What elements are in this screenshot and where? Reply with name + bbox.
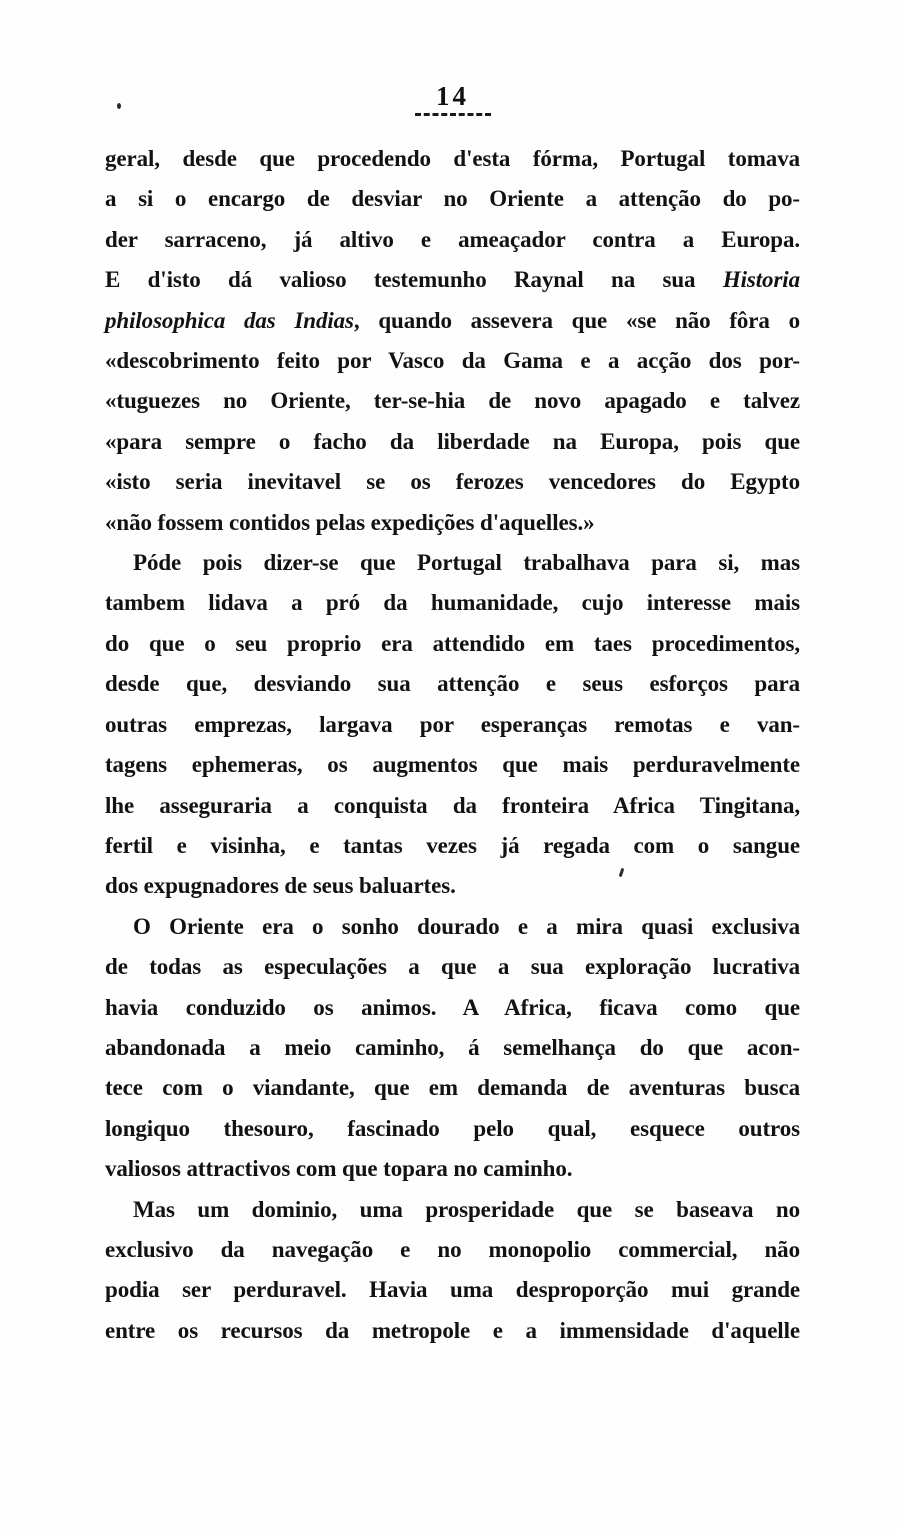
text-line <box>105 988 800 1028</box>
text-segment: longiquo thesouro, fascinado pelo qual, esquece outros <box>105 1115 800 1141</box>
text-line <box>105 1190 800 1230</box>
text-line <box>105 179 800 219</box>
text-segment: der sarraceno, já altivo e ameaçador contra a Europa. <box>105 226 800 252</box>
text-line <box>105 1149 800 1189</box>
text-segment: lhe asseguraria a conquista da fronteira Africa Tingitana, <box>105 792 800 818</box>
text-block <box>105 139 800 1351</box>
text-segment: exclusivo da navegação e no monopolio commercial, não <box>105 1236 800 1262</box>
text-segment: «não fossem contidos pelas expedições d'aquelles.» <box>105 509 595 535</box>
text-line <box>105 664 800 704</box>
text-line <box>105 462 800 502</box>
text-segment: podia ser perduravel. Havia uma desproporção mui grande <box>105 1277 800 1303</box>
text-segment: de todas as especulações a que a sua exploração lucrativa <box>105 954 800 980</box>
text-segment: outras emprezas, largava por esperanças remotas e van- <box>105 711 800 737</box>
page-header <box>105 82 800 116</box>
text-line <box>105 1068 800 1108</box>
text-line <box>105 705 800 745</box>
text-segment: havia conduzido os animos. A Africa, ficava como que <box>105 994 800 1020</box>
text-segment: tagens ephemeras, os augmentos que mais perduravelmente <box>105 752 800 778</box>
text-segment: «descobrimento feito por Vasco da Gama e a acção dos por- <box>105 348 800 374</box>
text-line <box>105 583 800 623</box>
text-segment-italic: Historia <box>722 267 800 293</box>
text-segment: abandonada a meio caminho, á semelhança do que acon- <box>105 1034 800 1060</box>
text-line <box>105 1311 800 1351</box>
text-line <box>105 907 800 947</box>
text-line <box>105 1109 800 1149</box>
text-line <box>105 947 800 987</box>
text-segment: tambem lidava a pró da humanidade, cujo interesse mais <box>105 590 800 616</box>
text-segment: «para sempre o facho da liberdade na Europa, pois que <box>105 428 800 454</box>
text-line <box>105 301 800 341</box>
text-segment: tece com o viandante, que em demanda de aventuras busca <box>105 1075 800 1101</box>
text-line <box>105 220 800 260</box>
text-line <box>105 139 800 179</box>
text-line <box>105 866 800 906</box>
text-segment: Póde pois dizer-se que Portugal trabalhava para si, mas <box>133 550 800 576</box>
text-segment: E d'isto dá valioso testemunho Raynal na sua <box>105 267 723 293</box>
text-line <box>105 543 800 583</box>
text-line <box>105 745 800 785</box>
page-number: 14 <box>436 81 469 111</box>
text-segment: entre os recursos da metropole e a immensidade d'aquelle <box>105 1317 800 1343</box>
text-segment: dos expugnadores de seus baluartes. <box>105 873 456 899</box>
text-segment: a si o encargo de desviar no Oriente a attenção do po- <box>105 186 800 212</box>
text-line <box>105 422 800 462</box>
text-line <box>105 381 800 421</box>
text-line <box>105 624 800 664</box>
text-line <box>105 260 800 300</box>
page-number-underline <box>415 113 491 116</box>
text-line <box>105 1028 800 1068</box>
scan-speck <box>117 103 121 109</box>
text-line <box>105 1230 800 1270</box>
text-segment: fertil e visinha, e tantas vezes já regada com o sangue <box>105 832 800 858</box>
text-line <box>105 826 800 866</box>
text-segment: Mas um dominio, uma prosperidade que se baseava no <box>133 1196 800 1222</box>
text-segment: desde que, desviando sua attenção e seus esforços para <box>105 671 800 697</box>
text-segment-italic: philosophica das Indias <box>105 307 354 333</box>
text-segment: geral, desde que procedendo d'esta fórma, Portugal tomava <box>105 146 800 171</box>
text-segment: O Oriente era o sonho dourado e a mira quasi exclusiva <box>133 913 800 939</box>
text-segment: «tuguezes no Oriente, ter-se-hia de novo apagado e talvez <box>105 388 800 414</box>
text-line <box>105 786 800 826</box>
text-line <box>105 341 800 381</box>
text-line <box>105 503 800 543</box>
text-segment: , quando assevera que «se não fôra o <box>353 307 800 333</box>
text-segment: valiosos attractivos com que topara no caminho. <box>105 1156 573 1182</box>
text-segment: «isto seria inevitavel se os ferozes vencedores do Egypto <box>105 469 800 495</box>
text-line <box>105 1270 800 1310</box>
text-segment: do que o seu proprio era attendido em taes procedimentos, <box>105 630 800 656</box>
